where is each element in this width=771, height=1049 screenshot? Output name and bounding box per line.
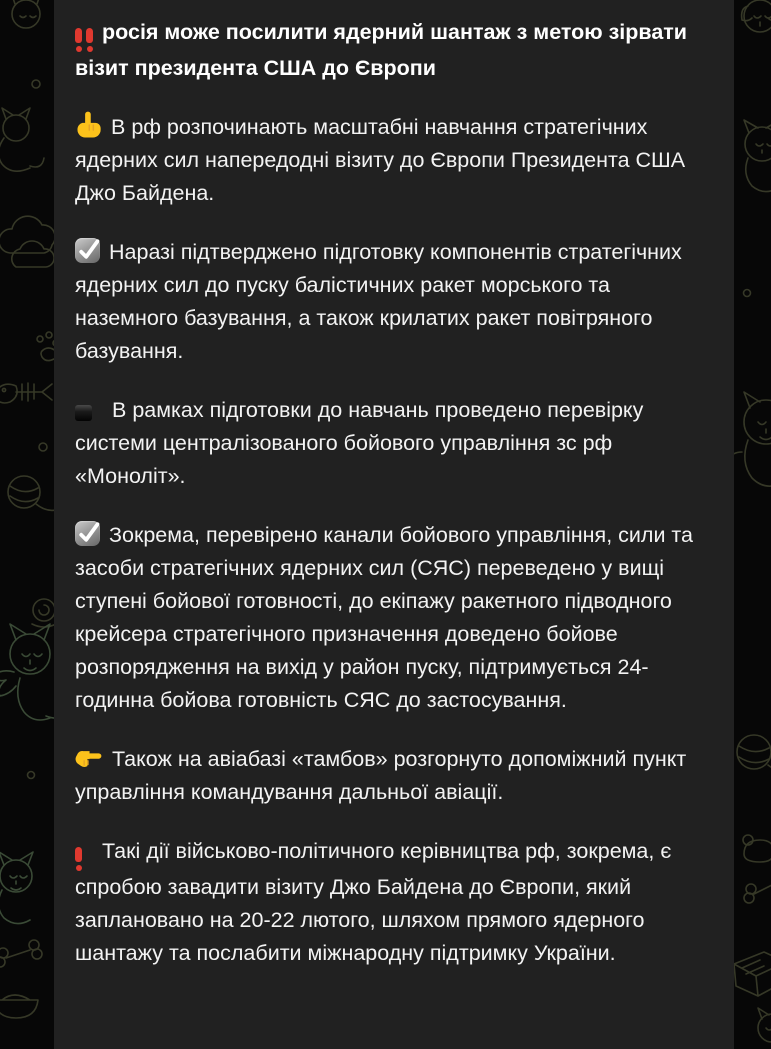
message-paragraph [75,743,700,809]
paragraph-text: Також на авіабазі «тамбов» розгорнуто допоміжний пункт управління командування дальньої авіації. [75,747,687,804]
message-bubble[interactable] [54,0,734,1049]
point-right-icon [75,744,103,770]
message-paragraph [75,394,700,493]
black-square-icon [75,405,92,427]
check-mark-icon [75,521,100,546]
double-exclamation-icon [75,28,93,52]
paragraph-text: Зокрема, перевірено канали бойового управління, сили та засоби стратегічних ядерних сил (СЯС) переведено у вищі ступені бойової готовності, до екіпажу ракетного підводного крейсера стратегічного призначення доведено бойове розпорядження на вихід у район пуску, підтримується 24-годинна бойова готовність СЯС до застосування. [75,523,693,712]
paragraph-text: Такі дії військово-політичного керівництва рф, зокрема, є спробою завадити візиту Джо Байдена до Європи, який заплановано на 20-22 лютого, шляхом прямого ядерного шантажу та послабити міжнародну підтримку України. [75,839,672,965]
paragraph-text: В рамках підготовки до навчань проведено перевірку системи централізованого бойового управління зс рф «Моноліт». [75,398,644,488]
message-title-text: росія може посилити ядерний шантаж з метою зірвати візит президента США до Європи [75,20,688,80]
message-paragraph [75,111,700,210]
point-up-icon [75,111,102,138]
check-mark-icon [75,238,100,263]
message-paragraph [75,236,700,368]
message-paragraph [75,835,700,970]
red-exclamation-icon [75,847,82,871]
paragraph-text: В рф розпочинають масштабні навчання стратегічних ядерних сил напередодні візиту до Європи Президента США Джо Байдена. [75,115,686,205]
paragraph-text: Наразі підтверджено підготовку компонентів стратегічних ядерних сил до пуску балістичних ракет морського та наземного базування, а також крилатих ракет повітряного базування. [75,240,682,363]
message-paragraph [75,519,700,717]
message-title [75,16,700,85]
